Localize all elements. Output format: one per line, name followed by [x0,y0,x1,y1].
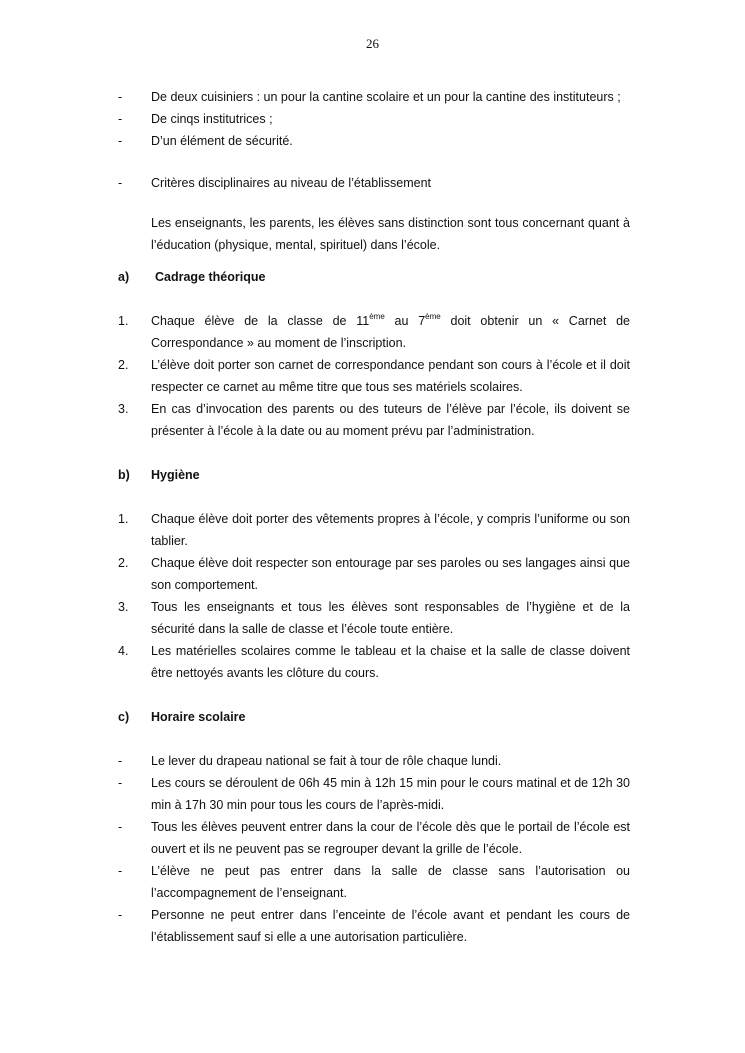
section-title: Horaire scolaire [151,710,246,724]
item-number: 3. [118,600,129,614]
numbered-item [118,596,630,640]
numbered-item [118,640,630,684]
item-number: 1. [118,314,129,328]
section-marker: a) [118,270,130,284]
list-dash: - [118,776,123,790]
list-item-text: D’un élément de sécurité. [151,134,293,148]
criteria-paragraph: Les enseignants, les parents, les élèves sans distinction sont tous concernant quant à l’éducation (physique, mental, spirituel) dans l’école. [151,216,630,252]
list-item-text: L’élève ne peut pas entrer dans la salle de classe sans l’autorisation ou l’accompagnement de l’enseignant. [151,864,630,900]
item-number: 1. [118,512,129,526]
section-heading-b [118,464,630,486]
item-text: Chaque élève doit porter des vêtements propres à l’école, y compris l’uniforme ou son tablier. [151,512,630,548]
criteria-title: Critères disciplinaires au niveau de l’établissement [151,176,431,190]
list-dash: - [118,864,123,878]
section-title: Cadrage théorique [155,270,266,284]
list-item [118,816,630,860]
section-heading-c [118,706,630,728]
item-text: Tous les enseignants et tous les élèves sont responsables de l’hygiène et de la sécurité dans la salle de classe et l’école toute entière. [151,600,630,636]
superscript: ème [369,312,385,321]
section-title: Hygiène [151,468,200,482]
item-number: 2. [118,556,129,570]
section-marker: b) [118,468,130,482]
numbered-item [118,398,630,442]
section-heading-a [118,266,630,288]
numbered-item [118,508,630,552]
numbered-item [118,310,630,354]
list-item-text: Les cours se déroulent de 06h 45 min à 12h 15 min pour le cours matinal et de 12h 30 min à 17h 30 min pour tous les cours de l’après-midi. [151,776,630,812]
list-dash: - [118,112,123,126]
list-dash: - [118,820,123,834]
list-dash: - [118,908,123,922]
item-text: En cas d’invocation des parents ou des tuteurs de l’élève par l’école, ils doivent se présenter à l’école à la date ou au moment prévu par l’administration. [151,402,630,438]
list-item-text: Le lever du drapeau national se fait à tour de rôle chaque lundi. [151,754,502,768]
item-number: 2. [118,358,129,372]
list-item-text: De deux cuisiniers : un pour la cantine scolaire et un pour la cantine des instituteurs ; [151,90,621,104]
section-marker: c) [118,710,130,724]
numbered-item [118,354,630,398]
list-item [118,904,630,948]
page-content [118,86,630,948]
superscript: ème [425,312,441,321]
item-text: Les matérielles scolaires comme le tableau et la chaise et la salle de classe doivent être nettoyés avants les clôture du cours. [151,644,630,680]
criteria-item [118,172,630,194]
list-item [118,108,630,130]
list-item [118,750,630,772]
item-text: L’élève doit porter son carnet de correspondance pendant son cours à l’école et il doit respecter ce carnet au même titre que tous ses matériels scolaires. [151,358,630,394]
list-dash: - [118,134,123,148]
item-text: Chaque élève doit respecter son entourage par ses paroles ou ses langages ainsi que son comportement. [151,556,630,592]
page-number: 26 [366,36,379,51]
list-item [118,130,630,152]
list-item-text: Tous les élèves peuvent entrer dans la cour de l’école dès que le portail de l’école est ouvert et ils ne peuvent pas se regrouper devant la grille de l’école. [151,820,630,856]
list-dash: - [118,176,123,190]
list-item [118,86,630,108]
list-item-text: De cinqs institutrices ; [151,112,273,126]
numbered-item [118,552,630,596]
list-item [118,772,630,816]
item-text: Chaque élève de la classe de 11ème au 7ème doit obtenir un « Carnet de Correspondance » au moment de l’inscription. [151,312,630,350]
item-number: 3. [118,402,129,416]
list-item-text: Personne ne peut entrer dans l’enceinte de l’école avant et pendant les cours de l’établissement sauf si elle a une autorisation particulière. [151,908,630,944]
list-dash: - [118,90,123,104]
list-dash: - [118,754,123,768]
item-number: 4. [118,644,129,658]
list-item [118,860,630,904]
